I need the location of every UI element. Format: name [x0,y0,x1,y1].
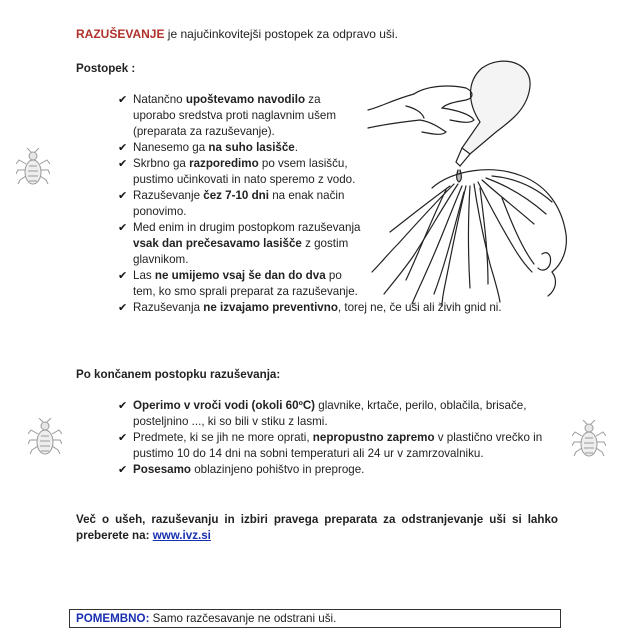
louse-icon [572,420,606,460]
more-info-paragraph [76,512,558,544]
procedure-heading: Postopek : [76,62,136,75]
note-keyword: POMEMBNO: [76,612,150,625]
louse-icon [28,418,62,458]
checkmark-bullet-icon: ✔ [118,432,128,444]
list-item: ✔ Razuševanja ne izvajamo preventivno, torej ne, če uši ali živih gnid ni. [118,301,502,314]
ivz-link[interactable]: www.ivz.si [152,529,211,542]
list-item: ✔ Las ne umijemo vsaj še dan do dva po tem, ko smo sprali preparat za razuševanje. [118,269,358,298]
list-item: ✔ Razuševanje čez 7-10 dni na enak način ponovimo. [118,189,345,218]
note-text: Samo razčesavanje ne odstrani uši. [149,612,337,625]
checkmark-bullet-icon: ✔ [118,400,128,412]
checkmark-bullet-icon: ✔ [118,190,128,202]
after-list [118,398,558,478]
after-heading: Po končanem postopku razuševanja: [76,368,281,381]
checkmark-bullet-icon: ✔ [118,222,128,234]
checkmark-bullet-icon: ✔ [118,158,128,170]
checkmark-bullet-icon: ✔ [118,464,128,476]
list-item: ✔ Nanesemo ga na suho lasišče. [118,141,298,154]
list-item: ✔ Med enim in drugim postopkom razuševanja vsak dan prečesavamo lasišče z gostim glavnikom. [118,221,361,266]
more-info-text: Več o ušeh, razuševanju in izbiri pravega preparata za odstranjevanje uši si lahko preberete na: [76,513,558,542]
list-item: ✔ Natančno upoštevamo navodilo za uporabo sredstva proti naglavnim ušem (preparata za razuševanje). [118,93,336,138]
list-item: ✔ Posesamo oblazinjeno pohištvo in preproge. [118,463,365,476]
list-item: ✔ Predmete, ki se jih ne more oprati, nepropustno zapremo v plastično vrečko in pustimo 10 do 14 dni na sobni temperaturi ali 24 ur v zamrzovalniku. [118,431,543,460]
intro-keyword: RAZUŠEVANJE [76,27,165,41]
list-item: ✔ Operimo v vroči vodi (okoli 60ºC) glavnike, krtače, perilo, oblačila, brisače, posteljnino ..., ki so bili v stiku z lasmi. [118,399,527,428]
checkmark-bullet-icon: ✔ [118,270,128,282]
checkmark-bullet-icon: ✔ [118,94,128,106]
important-note-box [69,609,561,628]
list-item: ✔ Skrbno ga razporedimo po vsem lasišču, pustimo učinkovati in nato speremo z vodo. [118,157,356,186]
intro-text: je najučinkovitejši postopek za odpravo uši. [164,27,398,41]
louse-icon [16,148,50,188]
hair-treatment-illustration [362,58,577,308]
procedure-list [118,92,502,316]
checkmark-bullet-icon: ✔ [118,302,128,314]
intro-line [76,26,398,42]
checkmark-bullet-icon: ✔ [118,142,128,154]
